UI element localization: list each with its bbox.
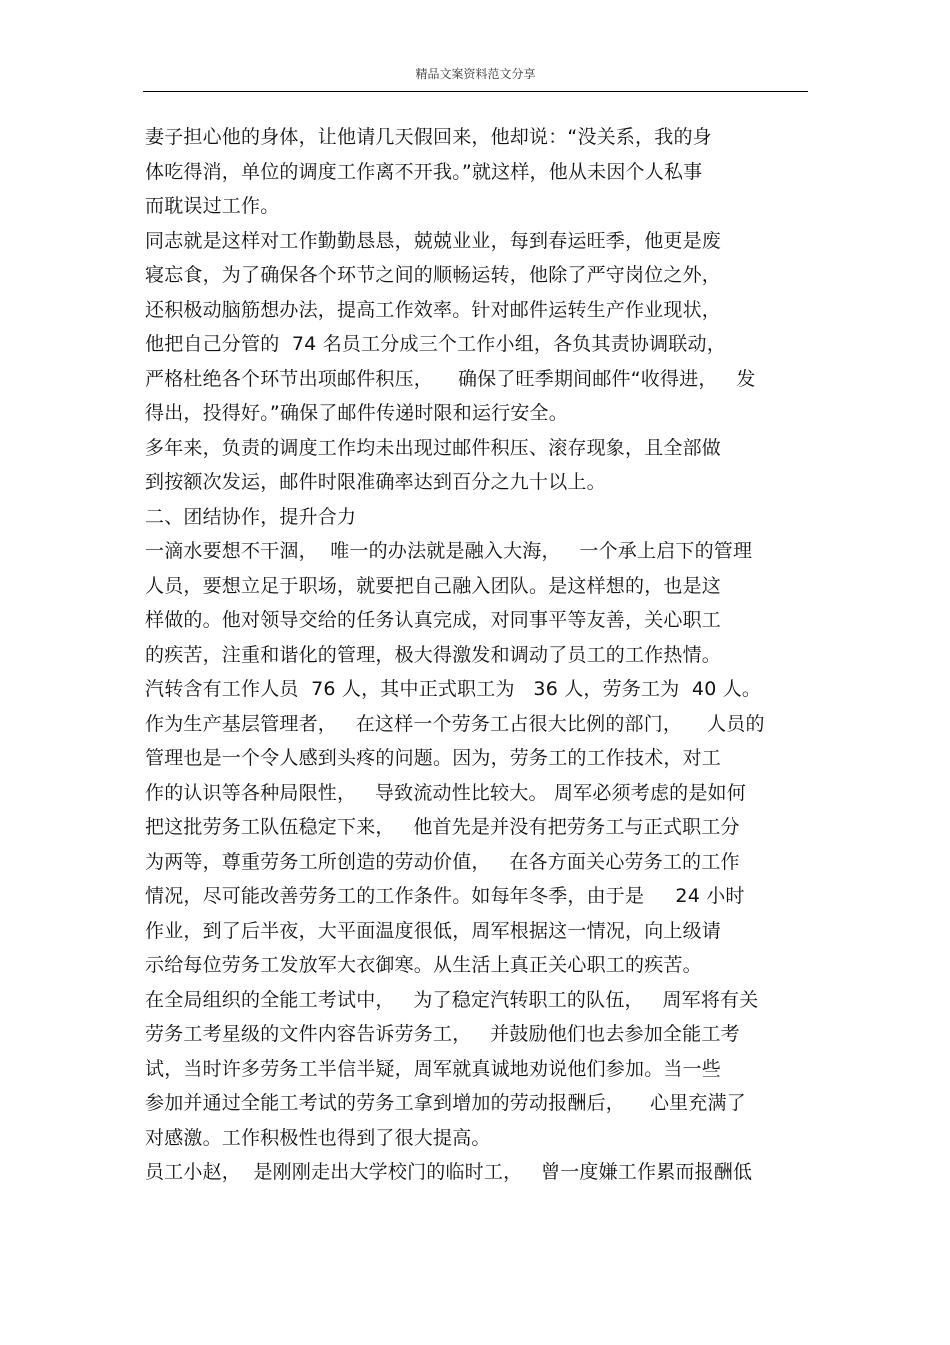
text-line: 他把自己分管的 74 名员工分成三个工作小组，各负其责协调联动， <box>145 333 726 355</box>
text-line: 多年来，负责的调度工作均未出现过邮件积压、滚存现象，且全部做 <box>145 436 722 459</box>
text-line: 在全局组织的全能工考试中， 为了稳定汽转职工的队伍， 周军将有关 <box>145 988 759 1011</box>
page-header: 精品文案资料范文分享 <box>415 67 536 81</box>
text-line: 作业，到了后半夜，大平面温度很低，周军根据这一情况，向上级请 <box>145 919 722 942</box>
text-line: 寝忘食，为了确保各个环节之间的顺畅运转，他除了严守岗位之外， <box>145 264 722 286</box>
text-line: 得出，投得好。”确保了邮件传递时限和运行安全。 <box>145 402 568 424</box>
text-line: 严格杜绝各个环节出项邮件积压， 确保了旺季期间邮件“收得进， 发 <box>145 367 756 390</box>
text-line: 劳务工考星级的文件内容告诉劳务工， 并鼓励他们也去参加全能工考 <box>145 1023 740 1045</box>
text-line: 人员，要想立足于职场，就要把自己融入团队。是这样想的，也是这 <box>145 574 722 597</box>
text-line: 还积极动脑筋想办法，提高工作效率。针对邮件运转生产作业现状， <box>145 298 722 321</box>
text-line: 同志就是这样对工作勤勤恳恳，兢兢业业，每到春运旺季，他更是废 <box>145 229 722 252</box>
section-heading: 二、团结协作，提升合力 <box>145 505 357 528</box>
text-line: 把这批劳务工队伍稳定下来， 他首先是并没有把劳务工与正式职工分 <box>145 816 740 838</box>
body-text <box>145 120 815 1190</box>
text-line: 员工小赵， 是刚刚走出大学校门的临时工， 曾一度嫌工作累而报酬低 <box>145 1161 753 1183</box>
text-line: 情况，尽可能改善劳务工的工作条件。如每年冬季，由于是 24 小时 <box>145 885 745 907</box>
text-line: 的疾苦，注重和谐化的管理，极大得激发和调动了员工的工作热情。 <box>145 643 722 666</box>
text-line: 试，当时许多劳务工半信半疑，周军就真诚地劝说他们参加。当一些 <box>145 1057 722 1080</box>
text-line: 作为生产基层管理者， 在这样一个劳务工占很大比例的部门， 人员的 <box>145 712 765 735</box>
text-line: 而耽误过工作。 <box>145 195 280 217</box>
text-line: 样做的。他对领导交给的任务认真完成，对同事平等友善，关心职工 <box>145 609 722 631</box>
text-line: 参加并通过全能工考试的劳务工拿到增加的劳动报酬后， 心里充满了 <box>145 1092 746 1114</box>
text-line: 妻子担心他的身体，让他请几天假回来，他却说：“没关系，我的身 <box>145 126 712 148</box>
text-line: 到按额次发运，邮件时限准确率达到百分之九十以上。 <box>145 471 606 493</box>
text-line: 管理也是一个令人感到头疼的问题。因为，劳务工的工作技术，对工 <box>145 747 722 769</box>
text-line: 体吃得消，单位的调度工作离不开我。”就这样，他从未因个人私事 <box>145 160 703 183</box>
text-line: 对感激。工作积极性也得到了很大提高。 <box>145 1126 491 1149</box>
text-line: 为两等，尊重劳务工所创造的劳动价值， 在各方面关心劳务工的工作 <box>145 850 740 873</box>
text-line: 一滴水要想不干涸， 唯一的办法就是融入大海， 一个承上启下的管理 <box>145 540 753 562</box>
text-line: 示给每位劳务工发放军大衣御寒。从生活上真正关心职工的疾苦。 <box>145 954 702 976</box>
text-line: 汽转含有工作人员 76 人，其中正式职工为 36 人，劳务工为 40 人。 <box>145 678 762 700</box>
header-divider <box>143 91 808 92</box>
text-line: 作的认识等各种局限性， 导致流动性比较大。 周军必须考虑的是如何 <box>145 781 746 804</box>
